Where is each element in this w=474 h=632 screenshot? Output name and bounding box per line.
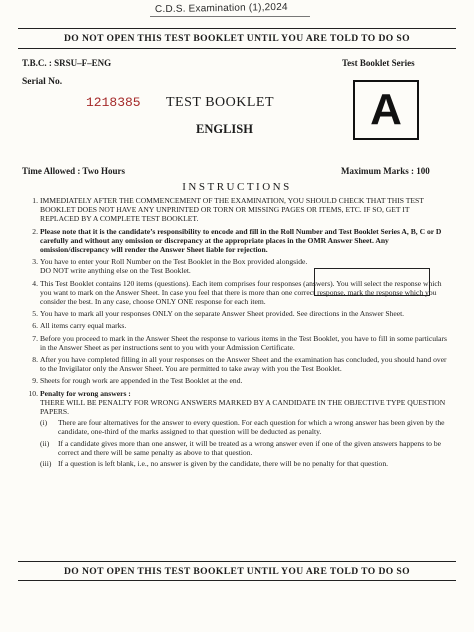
- penalty-text: THERE WILL BE PENALTY FOR WRONG ANSWERS MARKED BY A CANDIDATE IN THE OBJECTIVE TYPE QUESTION PAPERS.: [40, 397, 446, 417]
- serial-number-label: Serial No.: [22, 77, 63, 87]
- instruction-item: [22, 309, 450, 318]
- sub-number: (i): [40, 418, 48, 428]
- instruction-number: 5.: [32, 309, 38, 319]
- instruction-item: [22, 321, 450, 330]
- exam-stamp: C.D.S. Examination (1),2024: [154, 1, 288, 16]
- sub-number: (ii): [40, 438, 50, 448]
- divider-bottom-1: [18, 561, 456, 562]
- stamp-underline: [150, 16, 310, 17]
- penalty-sub-item: [40, 439, 450, 457]
- instruction-item: [22, 376, 450, 385]
- instruction-number: 2.: [32, 226, 38, 236]
- sub-text: If a question is left blank, i.e., no answer is given by the candidate, there will be no penalty for that question.: [58, 459, 389, 469]
- instruction-number: 9.: [32, 376, 38, 386]
- instruction-text: Please note that it is the candidate’s responsibility to encode and fill in the Roll Number and Test Booklet Series A, B, C or D carefully and without any omission or discrepancy at the appropriate places in the OMR Answer Sheet. Any omission/discrepancy will render the Answer Sheet liable for rejection.: [40, 226, 442, 255]
- instruction-number: 3.: [32, 257, 38, 267]
- penalty-sub-item: [40, 459, 450, 468]
- instruction-text: IMMEDIATELY AFTER THE COMMENCEMENT OF THE EXAMINATION, YOU SHOULD CHECK THAT THIS TEST BOOKLET DOES NOT HAVE ANY UNPRINTED OR TORN OR MISSING PAGES OR ITEMS, ETC. IF SO, GET IT REPLACED BY A COMPLETE TEST BOOKLET.: [40, 196, 424, 224]
- maximum-marks: Maximum Marks : 100: [341, 166, 430, 176]
- instruction-item: [22, 279, 450, 307]
- series-letter: A: [370, 85, 402, 134]
- instruction-number: 10.: [28, 388, 38, 398]
- instruction-text: You have to mark all your responses ONLY on the separate Answer Sheet provided. See directions in the Answer Sheet.: [40, 309, 405, 319]
- instruction-text: You have to enter your Roll Number on the Test Booklet in the Box provided alongside. DO NOT write anything else on the Test Booklet.: [40, 257, 308, 276]
- instruction-number: 1.: [32, 196, 38, 205]
- serial-number: 1218385: [86, 95, 141, 110]
- instruction-text: After you have completed filling in all your responses on the Answer Sheet and the examination has concluded, you should hand over to the Invigilator only the Answer Sheet. You are permitted to take away with you the Test Booklet.: [40, 355, 447, 374]
- instructions-list: [22, 196, 450, 471]
- divider-bottom-2: [18, 580, 456, 581]
- test-booklet-series-label: Test Booklet Series: [342, 58, 415, 68]
- instruction-text: Sheets for rough work are appended in the Test Booklet at the end.: [40, 376, 243, 386]
- instruction-number: 6.: [32, 321, 38, 331]
- instruction-item: [22, 227, 450, 255]
- instruction-number: 7.: [32, 333, 38, 343]
- time-allowed: Time Allowed : Two Hours: [22, 166, 126, 176]
- instruction-number: 4.: [32, 278, 38, 288]
- bottom-warning-banner: DO NOT OPEN THIS TEST BOOKLET UNTIL YOU ARE TOLD TO DO SO: [63, 566, 411, 577]
- instruction-text: All items carry equal marks.: [40, 321, 127, 331]
- subject-title: ENGLISH: [196, 122, 253, 136]
- instruction-item-penalty: [22, 389, 450, 469]
- sub-text: If a candidate gives more than one answer, it will be treated as a wrong answer even if one of the given answers happens to be correct and there will be same penalty as above to that question.: [58, 438, 442, 457]
- sub-text: There are four alternatives for the answer to every question. For each question for which a wrong answer has been given by the candidate, one-third of the marks assigned to that question will be deducted as penalty.: [58, 418, 445, 437]
- instruction-text: This Test Booklet contains 120 items (questions). Each item comprises four responses (answers). You will select the response which you want to mark on the Answer Sheet. In case you feel that there is more than one correct response, mark the response which you consider the best. In any case, choose ONLY ONE response for each item.: [40, 278, 442, 307]
- instruction-item: [22, 334, 450, 352]
- instruction-number: 8.: [32, 355, 38, 365]
- instruction-text: Before you proceed to mark in the Answer Sheet the response to various items in the Test Booklet, you have to fill in some particulars in the Answer Sheet as per instructions sent to you with your Admission Certificate.: [40, 333, 447, 352]
- divider-top-2: [18, 48, 456, 49]
- instruction-item: [22, 257, 450, 275]
- instruction-item: [22, 355, 450, 373]
- sub-number: (iii): [40, 459, 52, 469]
- penalty-sub-item: [40, 418, 450, 436]
- tbc-code: T.B.C. : SRSU–F–ENG: [22, 58, 112, 68]
- penalty-title: Penalty for wrong answers :: [40, 388, 131, 398]
- booklet-title: TEST BOOKLET: [166, 95, 275, 110]
- top-warning-banner: DO NOT OPEN THIS TEST BOOKLET UNTIL YOU ARE TOLD TO DO SO: [63, 33, 411, 44]
- instruction-item: [22, 196, 450, 224]
- divider-top-1: [18, 28, 456, 29]
- instructions-heading: INSTRUCTIONS: [182, 181, 292, 193]
- series-letter-box: [353, 80, 419, 140]
